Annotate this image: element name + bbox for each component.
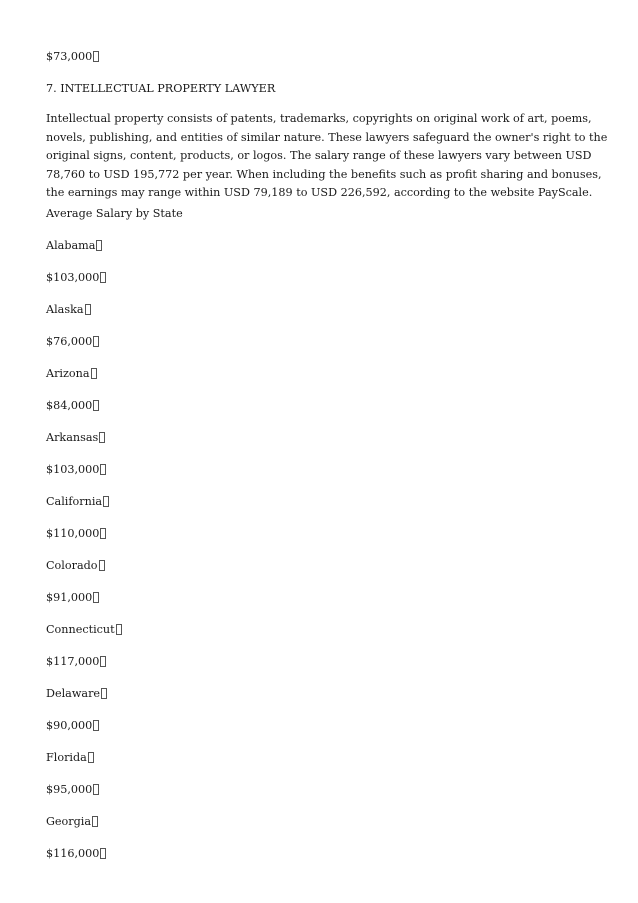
- state-salary-text: $103,000: [46, 271, 100, 284]
- state-name-text: Georgia: [46, 815, 92, 828]
- state-salary: [46, 654, 106, 670]
- state-name: [46, 622, 122, 638]
- top-salary-value: [46, 49, 99, 65]
- state-salary: [46, 334, 99, 350]
- missing-glyph-icon: [93, 51, 99, 62]
- missing-glyph-icon: [100, 656, 106, 667]
- state-name-text: Arizona: [46, 367, 90, 380]
- paragraph-line: Intellectual property consists of patents, trademarks, copyrights on original work of art, poems,: [46, 112, 592, 125]
- top-salary-text: $73,000: [46, 50, 93, 63]
- state-name: [46, 558, 105, 574]
- subheading: Average Salary by State: [46, 207, 183, 220]
- state-name-text: Delaware: [46, 687, 101, 700]
- state-salary-text: $91,000: [46, 591, 93, 604]
- state-name-text: Connecticut: [46, 623, 115, 636]
- state-name: [46, 686, 107, 702]
- missing-glyph-icon: [100, 848, 106, 859]
- missing-glyph-icon: [93, 336, 99, 347]
- state-name-text: Alaska: [46, 303, 84, 316]
- state-name-text: Colorado: [46, 559, 98, 572]
- paragraph-line: 78,760 to USD 195,772 per year. When including the benefits such as profit sharing and bonuses,: [46, 167, 602, 181]
- state-name-text: Alabama: [46, 239, 96, 252]
- paragraph-line: original signs, content, products, or logos. The salary range of these lawyers vary between USD: [46, 149, 592, 163]
- intro-paragraph: [46, 110, 608, 203]
- missing-glyph-icon: [93, 592, 99, 603]
- state-salary: [46, 398, 99, 414]
- missing-glyph-icon: [88, 752, 94, 763]
- missing-glyph-icon: [99, 560, 105, 571]
- state-name-text: California: [46, 495, 103, 508]
- state-name: [46, 494, 109, 510]
- missing-glyph-icon: [93, 720, 99, 731]
- state-salary-text: $110,000: [46, 527, 100, 540]
- state-salary: [46, 270, 106, 286]
- missing-glyph-icon: [92, 816, 98, 827]
- state-name-text: Arkansas: [46, 431, 99, 444]
- missing-glyph-icon: [91, 368, 97, 379]
- state-salary: [46, 526, 106, 542]
- state-name: [46, 814, 98, 830]
- missing-glyph-icon: [93, 784, 99, 795]
- missing-glyph-icon: [100, 272, 106, 283]
- state-salary: [46, 846, 106, 862]
- missing-glyph-icon: [103, 496, 109, 507]
- state-salary-text: $90,000: [46, 719, 93, 732]
- missing-glyph-icon: [96, 240, 102, 251]
- missing-glyph-icon: [93, 400, 99, 411]
- paragraph-line: novels, publishing, and entities of similar nature. These lawyers safeguard the owner's right to the: [46, 130, 608, 144]
- state-salary: [46, 718, 99, 734]
- state-salary-text: $76,000: [46, 335, 93, 348]
- state-salary: [46, 782, 99, 798]
- state-name: [46, 302, 91, 318]
- state-salary-text: $103,000: [46, 463, 100, 476]
- state-salary-text: $116,000: [46, 847, 100, 860]
- missing-glyph-icon: [85, 304, 91, 315]
- state-salary-text: $117,000: [46, 655, 100, 668]
- state-name: [46, 238, 102, 254]
- missing-glyph-icon: [101, 688, 107, 699]
- missing-glyph-icon: [100, 464, 106, 475]
- state-salary-text: $95,000: [46, 783, 93, 796]
- state-name-text: Florida: [46, 751, 87, 764]
- state-salary-text: $84,000: [46, 399, 93, 412]
- missing-glyph-icon: [99, 432, 105, 443]
- state-name: [46, 750, 94, 766]
- section-heading: 7. INTELLECTUAL PROPERTY LAWYER: [46, 82, 276, 95]
- state-name: [46, 366, 97, 382]
- state-name: [46, 430, 105, 446]
- state-salary: [46, 462, 106, 478]
- missing-glyph-icon: [100, 528, 106, 539]
- missing-glyph-icon: [116, 624, 122, 635]
- paragraph-line: the earnings may range within USD 79,189 to USD 226,592, according to the website PayScale.: [46, 186, 593, 200]
- state-salary: [46, 590, 99, 606]
